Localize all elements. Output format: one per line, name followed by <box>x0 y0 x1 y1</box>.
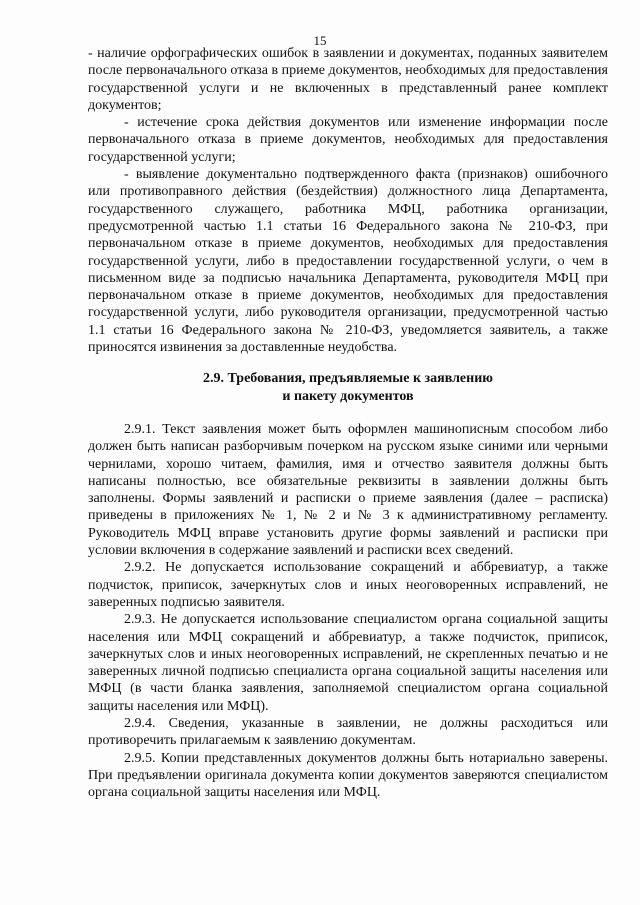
page-number: 15 <box>313 33 327 48</box>
section-heading-line2: и пакету документов <box>282 388 414 404</box>
paragraph-2-9-2: 2.9.2. Не допускается использование сокращений и аббревиатур, а также подчисток, приписок, зачеркнутых слов и иных неоговоренных исправлений, не заверенных подписью заявителя. <box>88 560 608 610</box>
document-body <box>88 45 608 801</box>
paragraph-2-9-1: 2.9.1. Текст заявления может быть оформлен машинописным способом либо должен быть написан разборчивым почерком на русском языке синими или черными чернилами, хорошо читаем, фамилия, имя и отчество заявителя должны быть написаны полностью, все обязательные реквизиты в заявлении должны быть заполнены. Формы заявлений и расписки о приеме заявления (далее – расписка) приведены в приложениях № 1, № 2 и № 3 к административному регламенту. Руководитель МФЦ вправе установить другие формы заявлений и расписки при условии включения в содержание заявлений и расписки всех сведений. <box>88 421 608 559</box>
paragraph-2-9-4: 2.9.4. Сведения, указанные в заявлении, не должны расходиться или противоречить прилагаемым к заявлению документам. <box>88 715 608 749</box>
paragraph-spelling-errors: - наличие орфографических ошибок в заявлении и документах, поданных заявителем после первоначального отказа в приеме документов, необходимых для предоставления государственной услуги и не включенных в представленный ранее комплект документов; <box>88 46 608 113</box>
paragraph-2-9-3: 2.9.3. Не допускается использование специалистом органа социальной защиты населения или МФЦ сокращений и аббревиатур, а также подчисток, приписок, зачеркнутых слов и иных неоговоренных исправлений, не скрепленных печатью и не заверенных личной подписью специалиста органа социальной защиты населения или МФЦ (в части бланка заявления, заполняемой специалистом органа социальной защиты населения или МФЦ). <box>88 612 608 714</box>
paragraph-expiry: - истечение срока действия документов или изменение информации после первоначального отказа в приеме документов, необходимых для предоставления государственной услуги; <box>88 115 608 165</box>
paragraph-erroneous-action: - выявление документально подтвержденного факта (признаков) ошибочного или противоправного действия (бездействия) должностного лица Департамента, государственного служащего, работника МФЦ, работника организации, предусмотренной частью 1.1 статьи 16 Федерального закона № 210-ФЗ, при первоначальном отказе в приеме документов, необходимых для предоставления государственной услуги, либо в предоставлении государственной услуги, о чем в письменном виде за подписью начальника Департамента, руководителя МФЦ при первоначальном отказе в приеме документов, необходимых для предоставления государственной услуги, либо руководителя организации, предусмотренной частью 1.1 статьи 16 Федерального закона № 210-ФЗ, уведомляется заявитель, а также приносятся извинения за доставленные неудобства. <box>88 167 608 356</box>
section-heading <box>88 370 608 405</box>
section-heading-line1: 2.9. Требования, предъявляемые к заявлению <box>203 371 493 387</box>
paragraph-2-9-5: 2.9.5. Копии представленных документов должны быть нотариально заверены. При предъявлении оригинала документа копии документов заверяются специалистом органа социальной защиты населения или МФЦ. <box>88 750 608 801</box>
